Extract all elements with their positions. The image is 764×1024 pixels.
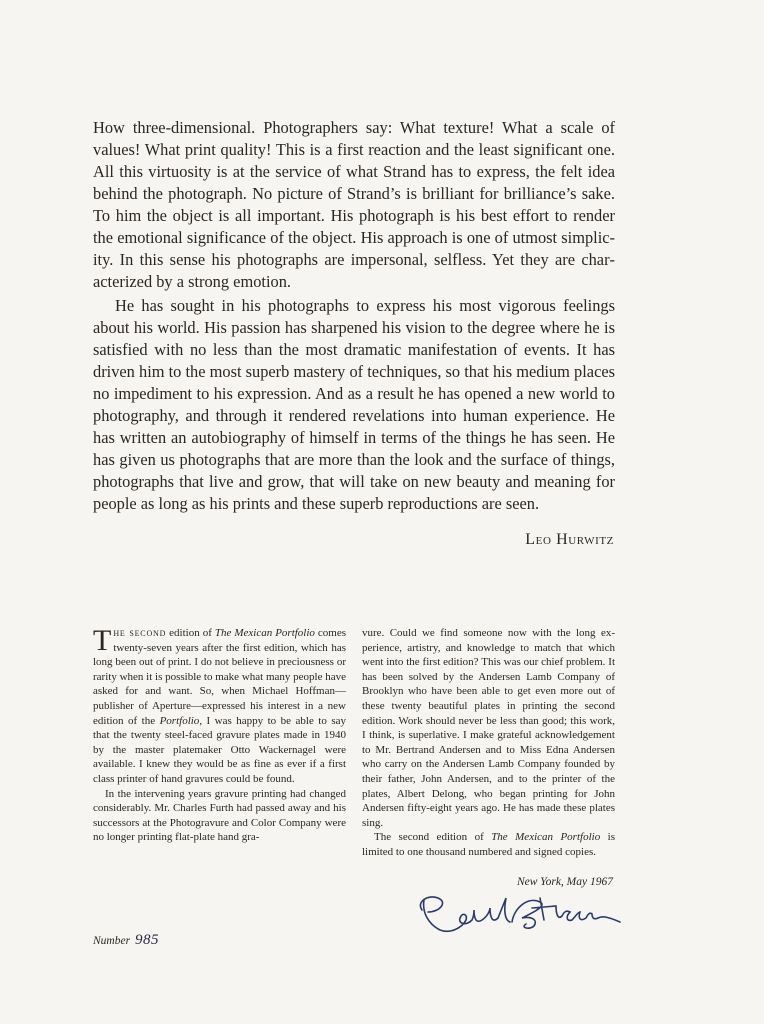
- colophon-paragraph-2-continued: [362, 626, 615, 830]
- dateline: New York, May 1967: [516, 876, 613, 888]
- colophon-paragraph-3: [362, 830, 615, 859]
- drop-cap: T: [93, 624, 112, 657]
- portfolio-word: Portfolio: [159, 714, 200, 727]
- number-value: 985: [134, 932, 159, 948]
- colophon-text: is limited to one thousand numbered and signed copies.: [362, 831, 615, 858]
- author-name: Leo Hurwitz: [525, 531, 614, 548]
- opening-small-caps: he second: [113, 627, 167, 639]
- portfolio-title: The Mexican Portfolio: [491, 831, 601, 844]
- colophon-paragraph-1: [93, 626, 346, 787]
- colophon-text: , I was happy to be able to say that the twenty steel-faced gravure plates made in 1940 by the master platemaker Otto Wackernagel were available. I knew they would be as fine as ever if a first class printer of hand gravures could be found.: [93, 714, 346, 785]
- colophon-text: edition of: [166, 627, 215, 639]
- colophon-paragraph-2: [93, 787, 346, 845]
- essay-paragraph-1: How three-dimensional. Photographers say: What texture! What a scale of values! What print quality! This is a first reaction and the least significant one. All this virtuosity is at the service of what Strand has to express, the felt idea behind the photograph. No picture of Strand’s is brilliant for brilliance’s sake. To him the object is all important. His photograph is his best effort to render the emotional significance of the object. His approach is one of utmost simplicity. In this sense his photographs are impersonal, selfless. Yet they are characterized by a strong emotion.: [93, 118, 615, 291]
- signature: [410, 888, 625, 940]
- colophon-text: In the intervening years gravure printing had changed considerably. Mr. Charles Furth had passed away and his successors at the Photogravure and Color Company were no longer printing flat-plate hand gra-: [93, 787, 346, 844]
- colophon-text: The second edition of: [374, 831, 492, 844]
- colophon-left-column: [93, 626, 346, 845]
- edition-number: [93, 932, 159, 949]
- portfolio-title: The Mexican Portfolio: [214, 627, 315, 639]
- colophon-text: vure. Could we find someone now with the long experience, artistry, and knowledge to match that which went into the first edition? This was our chief problem. It has been solved by the Andersen Lamb Company of Brooklyn who have been able to get even more out of these twenty beautiful plates in printing the second edition. Work should never be less than good; this work, I think, is superlative. I make grateful acknowledgement to Mr. Bertrand Andersen and to Miss Edna Andersen who carry on the Andersen Lamb Company founded by their father, John Andersen, and to the printer of the plates, Albert Delong, who began printing for John Andersen fifty-eight years ago. He has made these plates sing.: [362, 627, 615, 829]
- colophon-right-column: [362, 626, 615, 860]
- colophon-text: comes twenty-seven years after the first edition, which has long been out of print. I do not believe in preciousness or rarity when it is possible to make what many people have asked for and want. So, when Michael Hoffman—publisher of Aperture—expressed his interest in a new edition of the: [93, 627, 347, 727]
- number-label: Number: [93, 935, 131, 947]
- essay-paragraph-2: He has sought in his photographs to express his most vigorous feelings about his world. His passion has sharpened his vision to the degree where he is satisfied with no less than the most dramatic manifestation of events. It has driven him to the most superb mastery of techniques, so that his medium places no impediment to his expression. And as a result he has opened a new world to photography, and through it rendered revelations into human experience. He has written an autobiography of himself in terms of the things he has seen. He has given us photographs that are more than the look and the surface of things, photographs that live and grow, that will take on new beauty and meaning for people as long as his prints and these superb reproductions are seen.: [93, 296, 615, 513]
- essay-text: [93, 117, 615, 515]
